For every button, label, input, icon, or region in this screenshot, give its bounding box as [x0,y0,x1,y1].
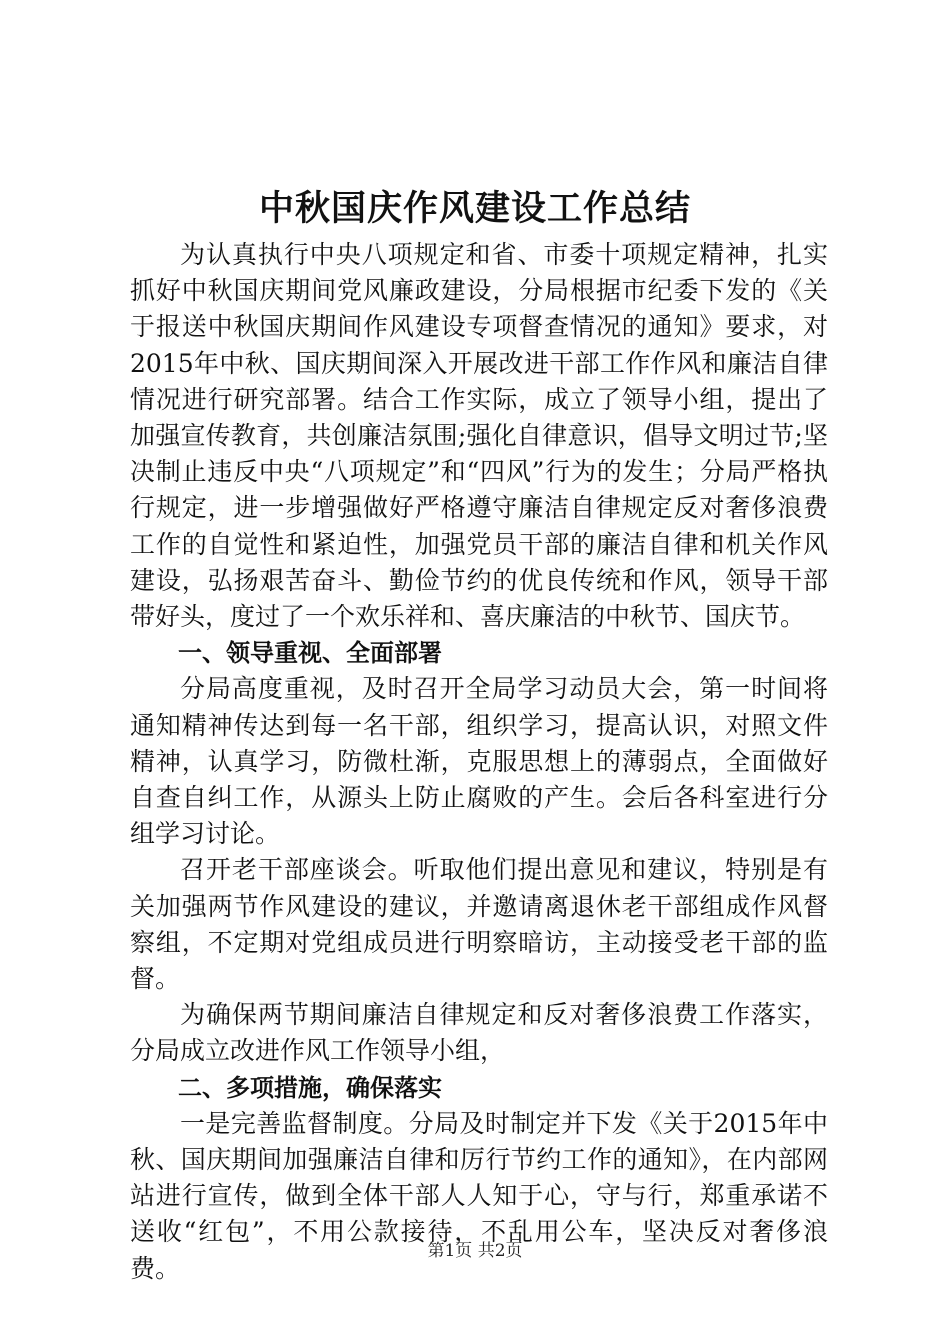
document-body [130,237,828,1287]
paragraph-4: 一是完善监督制度。分局及时制定并下发《关于2015年中秋、国庆期间加强廉洁自律和厉行节约工作的通知》，在内部网站进行宣传，做到全体干部人人知于心，守与行，郑重承诺不送收“红包”，不用公款接待，不乱用公车，坚决反对奢侈浪费。 [130,1108,828,1283]
section-heading-1: 一、领导重视、全面部署 [178,639,442,668]
paragraph-2: 召开老干部座谈会。听取他们提出意见和建议，特别是有关加强两节作风建设的建议，并邀请离退休老干部组成作风督察组，不定期对党组成员进行明察暗访，主动接受老干部的监督。 [130,855,828,994]
intro-paragraph: 为认真执行中央八项规定和省、市委十项规定精神，扎实抓好中秋国庆期间党风廉政建设，分局根据市纪委下发的《关于报送中秋国庆期间作风建设专项督查情况的通知》要求，对2015年中秋、国庆期间深入开展改进干部工作作风和廉洁自律情况进行研究部署。结合工作实际，成立了领导小组，提出了加强宣传教育，共创廉洁氛围;强化自律意识，倡导文明过节;坚决制止违反中央“八项规定”和“四风”行为的发生；分局严格执行规定，进一步增强做好严格遵守廉洁自律规定反对奢侈浪费工作的自觉性和紧迫性，加强党员干部的廉洁自律和机关作风建设，弘扬艰苦奋斗、勤俭节约的优良传统和作风，领导干部带好头，度过了一个欢乐祥和、喜庆廉洁的中秋节、国庆节。 [130,240,828,632]
page-number-footer: 第1页 共2页 [427,1241,523,1261]
document-title: 中秋国庆作风建设工作总结 [258,188,691,229]
paragraph-1: 分局高度重视，及时召开全局学习动员大会，第一时间将通知精神传达到每一名干部，组织学习，提高认识，对照文件精神，认真学习，防微杜渐，克服思想上的薄弱点，全面做好自查自纠工作，从源头上防止腐败的产生。会后各科室进行分组学习讨论。 [130,674,828,849]
section-heading-2: 二、多项措施，确保落实 [178,1073,442,1102]
paragraph-3: 为确保两节期间廉洁自律规定和反对奢侈浪费工作落实，分局成立改进作风工作领导小组， [130,1000,828,1066]
